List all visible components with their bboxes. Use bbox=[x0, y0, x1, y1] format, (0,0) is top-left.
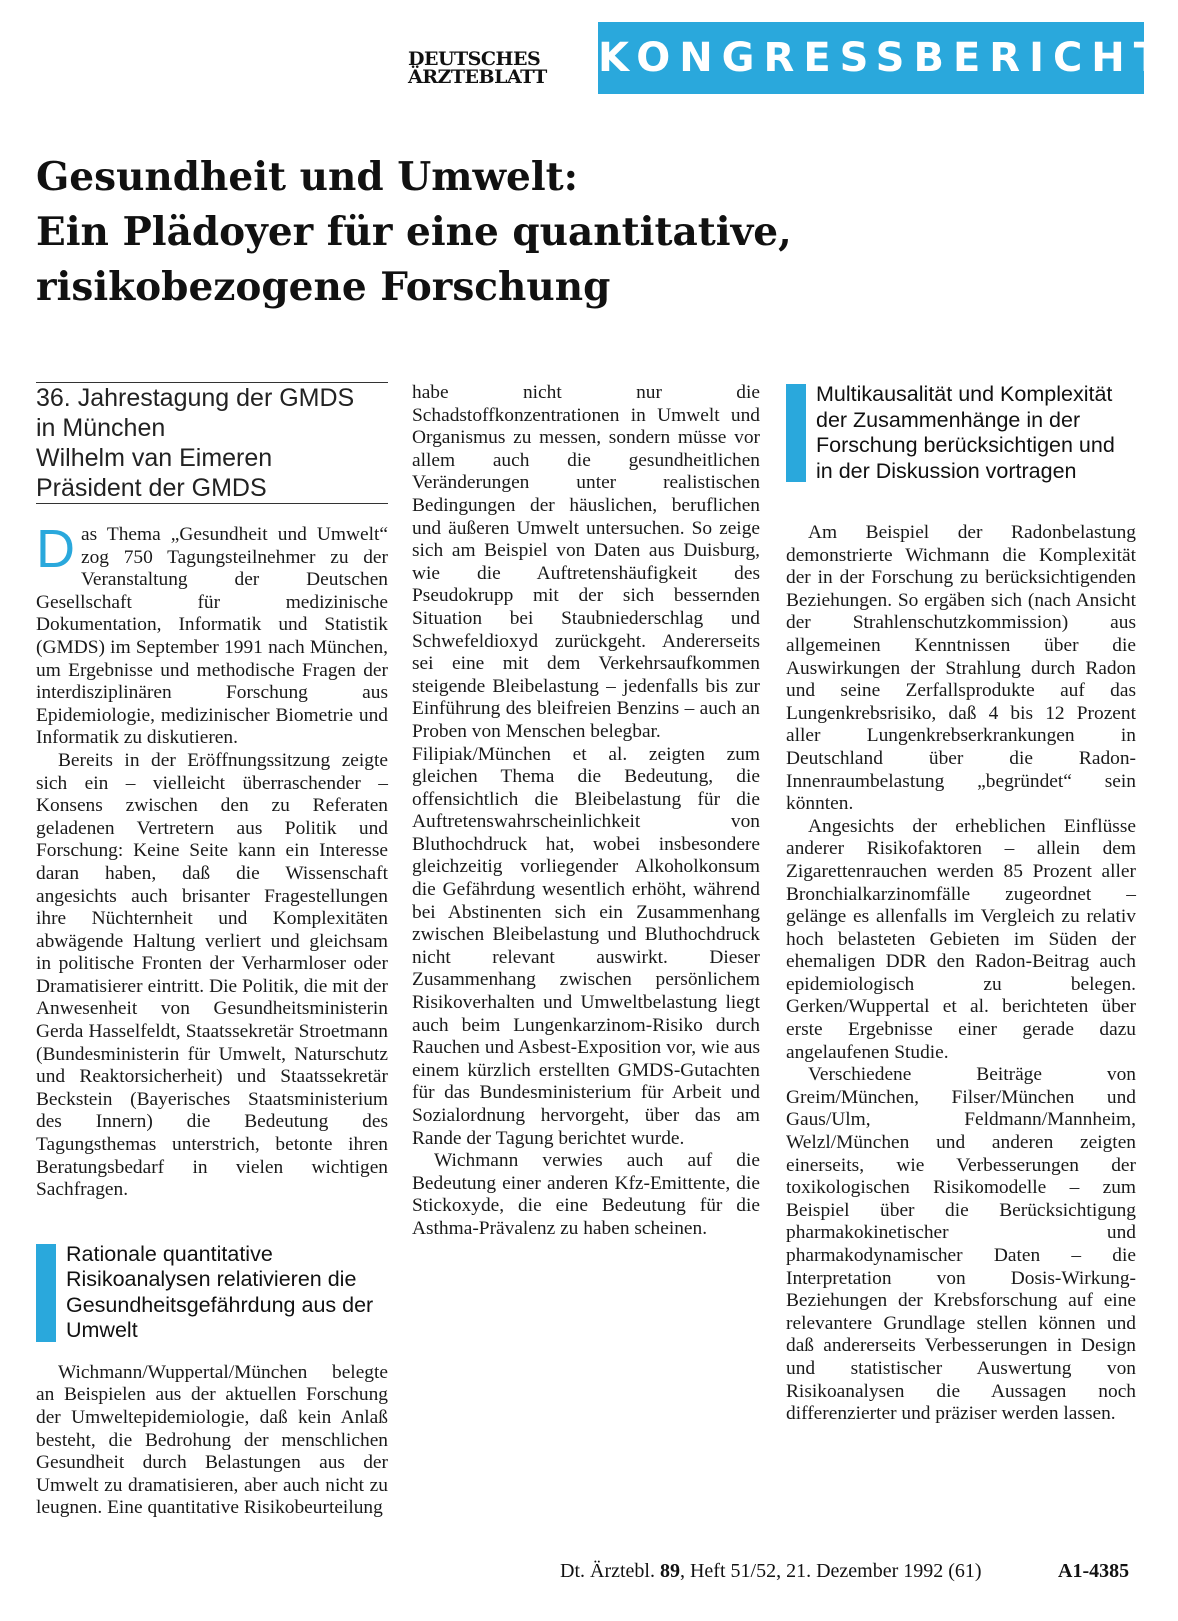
paragraph-text: as Thema „Gesundheit und Umwelt“ zog 750 Tagungsteilnehmer zu der Veranstaltung der Deutschen Gesellschaft für medizinische Dokumentation, Informatik und Statistik (GMDS) im September 1991 nach München, um Ergebnisse und methodische Fragen der interdisziplinären Forschung aus Epidemiologie, medizinischer Biometrie und Informatik zu diskutieren. bbox=[36, 524, 388, 749]
title-line-1: Gesundheit und Umwelt: bbox=[36, 154, 579, 200]
section-banner: KONGRESSBERICHT bbox=[598, 22, 1144, 94]
meta-event: 36. Jahrestagung der GMDS bbox=[36, 384, 355, 412]
subheading-text: Multikausalität und Komplexität der Zusammenhänge in der Forschung berücksichtigen und in der Diskussion vortragen bbox=[816, 382, 1115, 483]
subheading-text: Rationale quantitative Risikoanalysen relativieren die Gesundheitsgefährdung aus der Umwelt bbox=[66, 1241, 374, 1343]
meta-author-role: Präsident der GMDS bbox=[36, 474, 267, 502]
subheading bbox=[786, 382, 1136, 484]
page-number: A1-4385 bbox=[1058, 1560, 1130, 1582]
subheading-accent-bar bbox=[786, 384, 806, 482]
column-2 bbox=[412, 382, 760, 1241]
masthead-line-1: DEUTSCHES bbox=[408, 48, 541, 70]
article-title bbox=[36, 150, 1136, 315]
title-line-3: risikobezogene Forschung bbox=[36, 264, 611, 310]
paragraph bbox=[36, 519, 388, 750]
subheading bbox=[36, 1242, 388, 1344]
subheading-accent-bar bbox=[36, 1244, 56, 1342]
paragraph: Am Beispiel der Radonbelastung demonstrierte Wichmann die Komplexität der in der Forschung zu berücksichtigenden Beziehungen. So ergäben sich (nach Ansicht der Strahlenschutzkommission) aus allgemeinen Kenntnissen über die Auswirkungen der Strahlung durch Radon und seine Zerfallsprodukte auf das Lungenkrebsrisiko, daß 4 bis 12 Prozent aller Lungenkrebserkrankungen in Deutschland über die Radon-Innenraumbelastung „begründet“ sein könnten. bbox=[786, 522, 1136, 815]
journal-masthead bbox=[408, 50, 547, 86]
title-line-2: Ein Plädoyer für eine quantitative, bbox=[36, 209, 792, 255]
masthead-line-2: ÄRZTEBLATT bbox=[408, 66, 547, 88]
paragraph-continued: habe nicht nur die Schadstoffkonzentrationen in Umwelt und Organismus zu messen, sondern müsse vor allem auch die gesundheitlichen Veränderungen unter realistischen Bedingungen der häuslichen, beruflichen und äußeren Umwelt untersuchen. So zeige sich am Beispiel von Daten aus Duisburg, wie die Auftretenshäufigkeit des Pseudokrupp mit der sich bessernden Situation bei Staubniederschlag und Schwefeldioxyd zurückgeht. Andererseits sei eine mit dem Verkehrsaufkommen steigende Bleibelastung – jedenfalls bis zur Einführung des bleifreien Benzins – auch an Proben von Menschen belegbar. bbox=[412, 382, 760, 742]
paragraph: Verschiedene Beiträge von Greim/München, Filser/München und Gaus/Ulm, Feldmann/Mannheim, Welzl/München und anderen zeigten einerseits, wie Verbesserungen der toxikologischen Risikomodelle – zum Beispiel über die Berücksichtigung pharmakokinetischer und pharmakodynamischer Daten – die Interpretation von Dosis-Wirkung-Beziehungen der Krebsforschung auf eine relevantere Grundlage stellen können und daß andererseits Verbesserungen in Design und statistischer Auswertung von Risikoanalysen die Aussagen noch differenzierter und präziser werden lassen. bbox=[786, 1064, 1136, 1425]
column-1 bbox=[36, 382, 388, 1520]
meta-location: in München bbox=[36, 414, 166, 442]
paragraph: Wichmann/Wuppertal/München belegte an Beispielen aus der aktuellen Forschung der Umweltepidemiologie, daß kein Anlaß besteht, die Bedrohung der menschlichen Gesundheit durch Belastungen aus der Umwelt zu dramatisieren, aber auch nicht zu leugnen. Eine quantitative Risikobeurteilung bbox=[36, 1361, 388, 1519]
paragraph: Bereits in der Eröffnungssitzung zeigte sich ein – vielleicht überraschender – Konsens zwischen den zu Referaten geladenen Vertretern aus Politik und Forschung: Keine Seite kann ein Interesse daran haben, daß die Wissenschaft angesichts auch brisanter Fragestellungen ihre Nüchternheit und Komplexitäten abwägende Haltung verliert und gleichsam in politische Fronten der Verharmloser oder Dramatisierer eintritt. Die Politik, die mit der Anwesenheit von Gesundheitsministerin Gerda Hasselfeldt, Staatssekretär Stroetmann (Bundesministerin für Umwelt, Naturschutz und Reaktorsicherheit) und Staatssekretär Beckstein (Bayerisches Staatsministerium des Innern) die Bedeutung des Tagungsthemas unterstrich, betonte ihren Beratungsbedarf in vielen wichtigen Sachfragen. bbox=[36, 749, 388, 1201]
page-footer bbox=[560, 1560, 982, 1583]
footer-issue: , Heft 51/52, 21. Dezember 1992 (61) bbox=[679, 1560, 982, 1582]
paragraph: Wichmann verwies auch auf die Bedeutung einer anderen Kfz-Emittente, die Stickoxyde, die eine Bedeutung für die Asthma-Prävalenz zu haben scheinen. bbox=[412, 1150, 760, 1239]
footer-volume: 89 bbox=[659, 1560, 680, 1582]
meta-author: Wilhelm van Eimeren bbox=[36, 444, 273, 472]
paragraph: Angesichts der erheblichen Einflüsse anderer Risikofaktoren – allein dem Zigarettenrauchen werden 85 Prozent aller Bronchialkarzinomfälle zugeordnet – gelänge es allenfalls im Vergleich zu relativ hoch belasteten Gebieten im Süden der ehemaligen DDR den Radon-Beitrag auch epidemiologisch zu belegen. Gerken/Wuppertal et al. berichteten über erste Ergebnisse einer gerade dazu angelaufenen Studie. bbox=[786, 815, 1136, 1063]
column-3 bbox=[786, 382, 1136, 1426]
footer-journal: Dt. Ärztebl. bbox=[560, 1560, 655, 1582]
drop-cap: D bbox=[36, 519, 75, 579]
article-meta bbox=[36, 382, 388, 504]
paragraph: Filipiak/München et al. zeigten zum gleichen Thema die Bedeutung, die offensichtlich die Bleibelastung für die Auftretenswahrscheinlichkeit von Bluthochdruck hat, wobei insbesondere gleichzeitig vorliegender Alkoholkonsum die Gefährdung wesentlich erhöht, während bei Abstinenten sich ein Zusammenhang zwischen Bleibelastung und Bluthochdruck nicht relevant auswirkt. Dieser Zusammenhang zwischen persönlichem Risikoverhalten und Umweltbelastung liegt auch beim Lungenkarzinom-Risiko durch Rauchen und Asbest-Exposition vor, wie aus einem kürzlich erstellten GMDS-Gutachten für das Bundesministerium für Arbeit und Sozialordnung hervorgeht, über das am Rande der Tagung berichtet wurde. bbox=[412, 743, 760, 1149]
